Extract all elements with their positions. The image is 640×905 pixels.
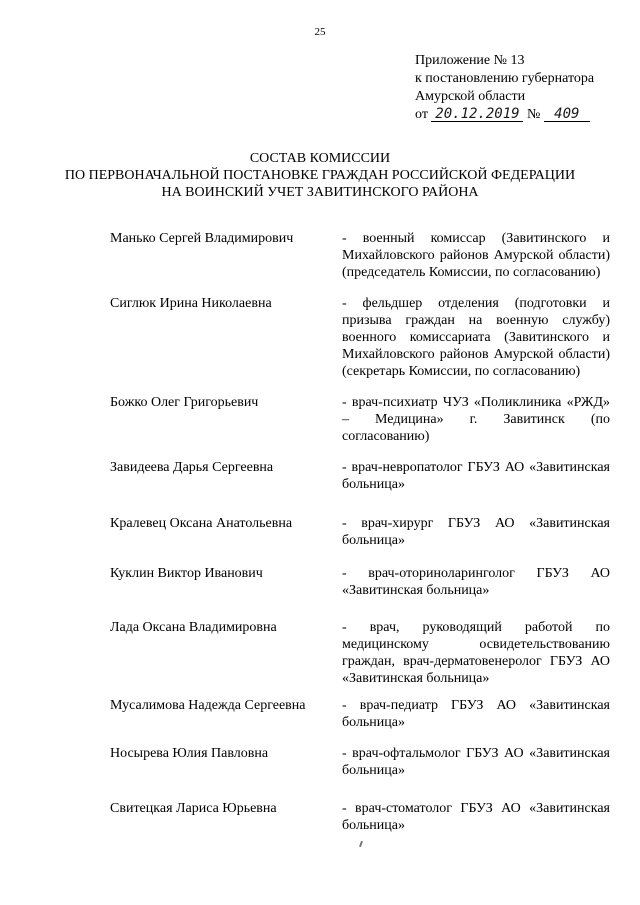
member-name: Сиглюк Ирина Николаевна xyxy=(110,296,272,311)
document-title xyxy=(0,150,640,201)
member-name: Носырева Юлия Павловна xyxy=(110,746,269,761)
member-name: Мусалимова Надежда Сергеевна xyxy=(110,698,306,713)
number-label: № xyxy=(526,107,541,122)
member-role: - врач-психиатр ЧУЗ «Поликлиника «РЖД» – Медицина» г. Завитинск (по согласованию) xyxy=(342,395,610,444)
handwritten-number: 409 xyxy=(544,107,590,122)
member-role: - врач-оториноларинголог ГБУЗ АО «Завитинская больница» xyxy=(342,566,610,598)
member-role: - врач-стоматолог ГБУЗ АО «Завитинская больница» xyxy=(342,801,610,833)
member-role: - врач, руководящий работой по медицинскому освидетельствованию граждан, врач-дерматовенеролог ГБУЗ АО «Завитинская больница» xyxy=(342,620,610,686)
member-role: - врач-педиатр ГБУЗ АО «Завитинская больница» xyxy=(342,698,610,730)
member-name: Божко Олег Григорьевич xyxy=(110,395,259,410)
appendix-line-1: Приложение № 13 xyxy=(415,53,525,68)
appendix-header xyxy=(415,52,635,124)
member-name: Лада Оксана Владимировна xyxy=(110,620,277,635)
member-name: Свитецкая Лариса Юрьевна xyxy=(110,801,277,816)
title-line-1: СОСТАВ КОМИССИИ xyxy=(249,151,391,166)
member-role: - фельдшер отделения (подготовки и призыва граждан на военную службу) военного комиссариата (Завитинского и Михайловского районов Амурской области) (секретарь Комиссии, по согласованию) xyxy=(342,296,610,379)
appendix-line-3: Амурской области xyxy=(415,89,526,104)
member-role: - военный комиссар (Завитинского и Михайловского районов Амурской области) (председатель Комиссии, по согласованию) xyxy=(342,231,610,280)
member-name: Манько Сергей Владимирович xyxy=(110,231,294,246)
from-label: от xyxy=(415,107,428,122)
member-name: Завидеева Дарья Сергеевна xyxy=(110,460,274,475)
title-line-2: ПО ПЕРВОНАЧАЛЬНОЙ ПОСТАНОВКЕ ГРАЖДАН РОССИЙСКОЙ ФЕДЕРАЦИИ xyxy=(64,168,576,183)
member-name: Кралевец Оксана Анатольевна xyxy=(110,516,293,531)
member-role: - врач-невропатолог ГБУЗ АО «Завитинская больница» xyxy=(342,460,610,492)
member-role: - врач-офтальмолог ГБУЗ АО «Завитинская больница» xyxy=(342,746,610,778)
appendix-line-2: к постановлению губернатора xyxy=(415,71,595,86)
page-number: 25 xyxy=(314,26,326,38)
appendix-date-line xyxy=(415,106,635,124)
title-line-3: НА ВОИНСКИЙ УЧЕТ ЗАВИТИНСКОГО РАЙОНА xyxy=(161,185,479,200)
scan-mark xyxy=(359,841,363,847)
handwritten-date: 20.12.2019 xyxy=(431,107,523,122)
member-role: - врач-хирург ГБУЗ АО «Завитинская больница» xyxy=(342,516,610,548)
member-name: Куклин Виктор Иванович xyxy=(110,566,263,581)
